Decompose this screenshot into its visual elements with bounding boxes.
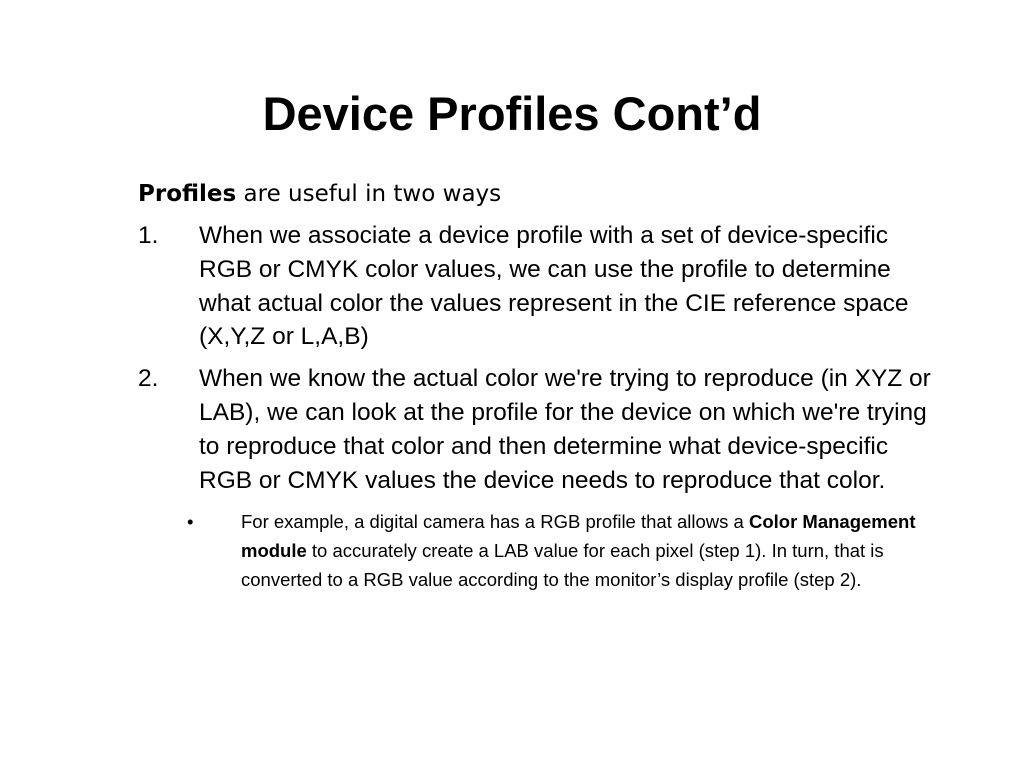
sub-bullet-item	[138, 507, 938, 594]
sub-bullet-bold-term: Color Management module	[241, 511, 916, 562]
list-text-2: When we know the actual color we're trying to reproduce (in XYZ or LAB), we can look at the profile for the device on which we're trying to reproduce that color and then determine what device-specific RGB or CMYK values the device needs to reproduce that color.	[199, 365, 931, 494]
list-item-2	[138, 362, 938, 594]
slide-title: Device Profiles Cont’d	[262, 87, 762, 140]
list-number-2: 2.	[138, 365, 159, 393]
numbered-list	[138, 219, 938, 602]
list-item-1	[138, 219, 938, 354]
bullet-icon: •	[187, 511, 194, 533]
sub-bullet-text-after: to accurately create a LAB value for each pixel (step 1). In turn, that is converted to a RGB value according to the monitor’s display profile (step 2).	[241, 540, 884, 591]
sub-bullet-list	[138, 507, 938, 594]
intro-bold-term: Profiles	[138, 181, 237, 207]
list-number-1: 1.	[138, 222, 159, 249]
intro-line	[138, 177, 501, 211]
list-text-1: When we associate a device profile with a set of device-specific RGB or CMYK color values, we can use the profile to determine what actual color the values represent in the CIE reference space (X,Y,Z or L,A,B)	[199, 222, 909, 351]
sub-bullet-text-before: For example, a digital camera has a RGB profile that allows a	[241, 511, 749, 533]
intro-rest: are useful in two ways	[236, 181, 502, 207]
